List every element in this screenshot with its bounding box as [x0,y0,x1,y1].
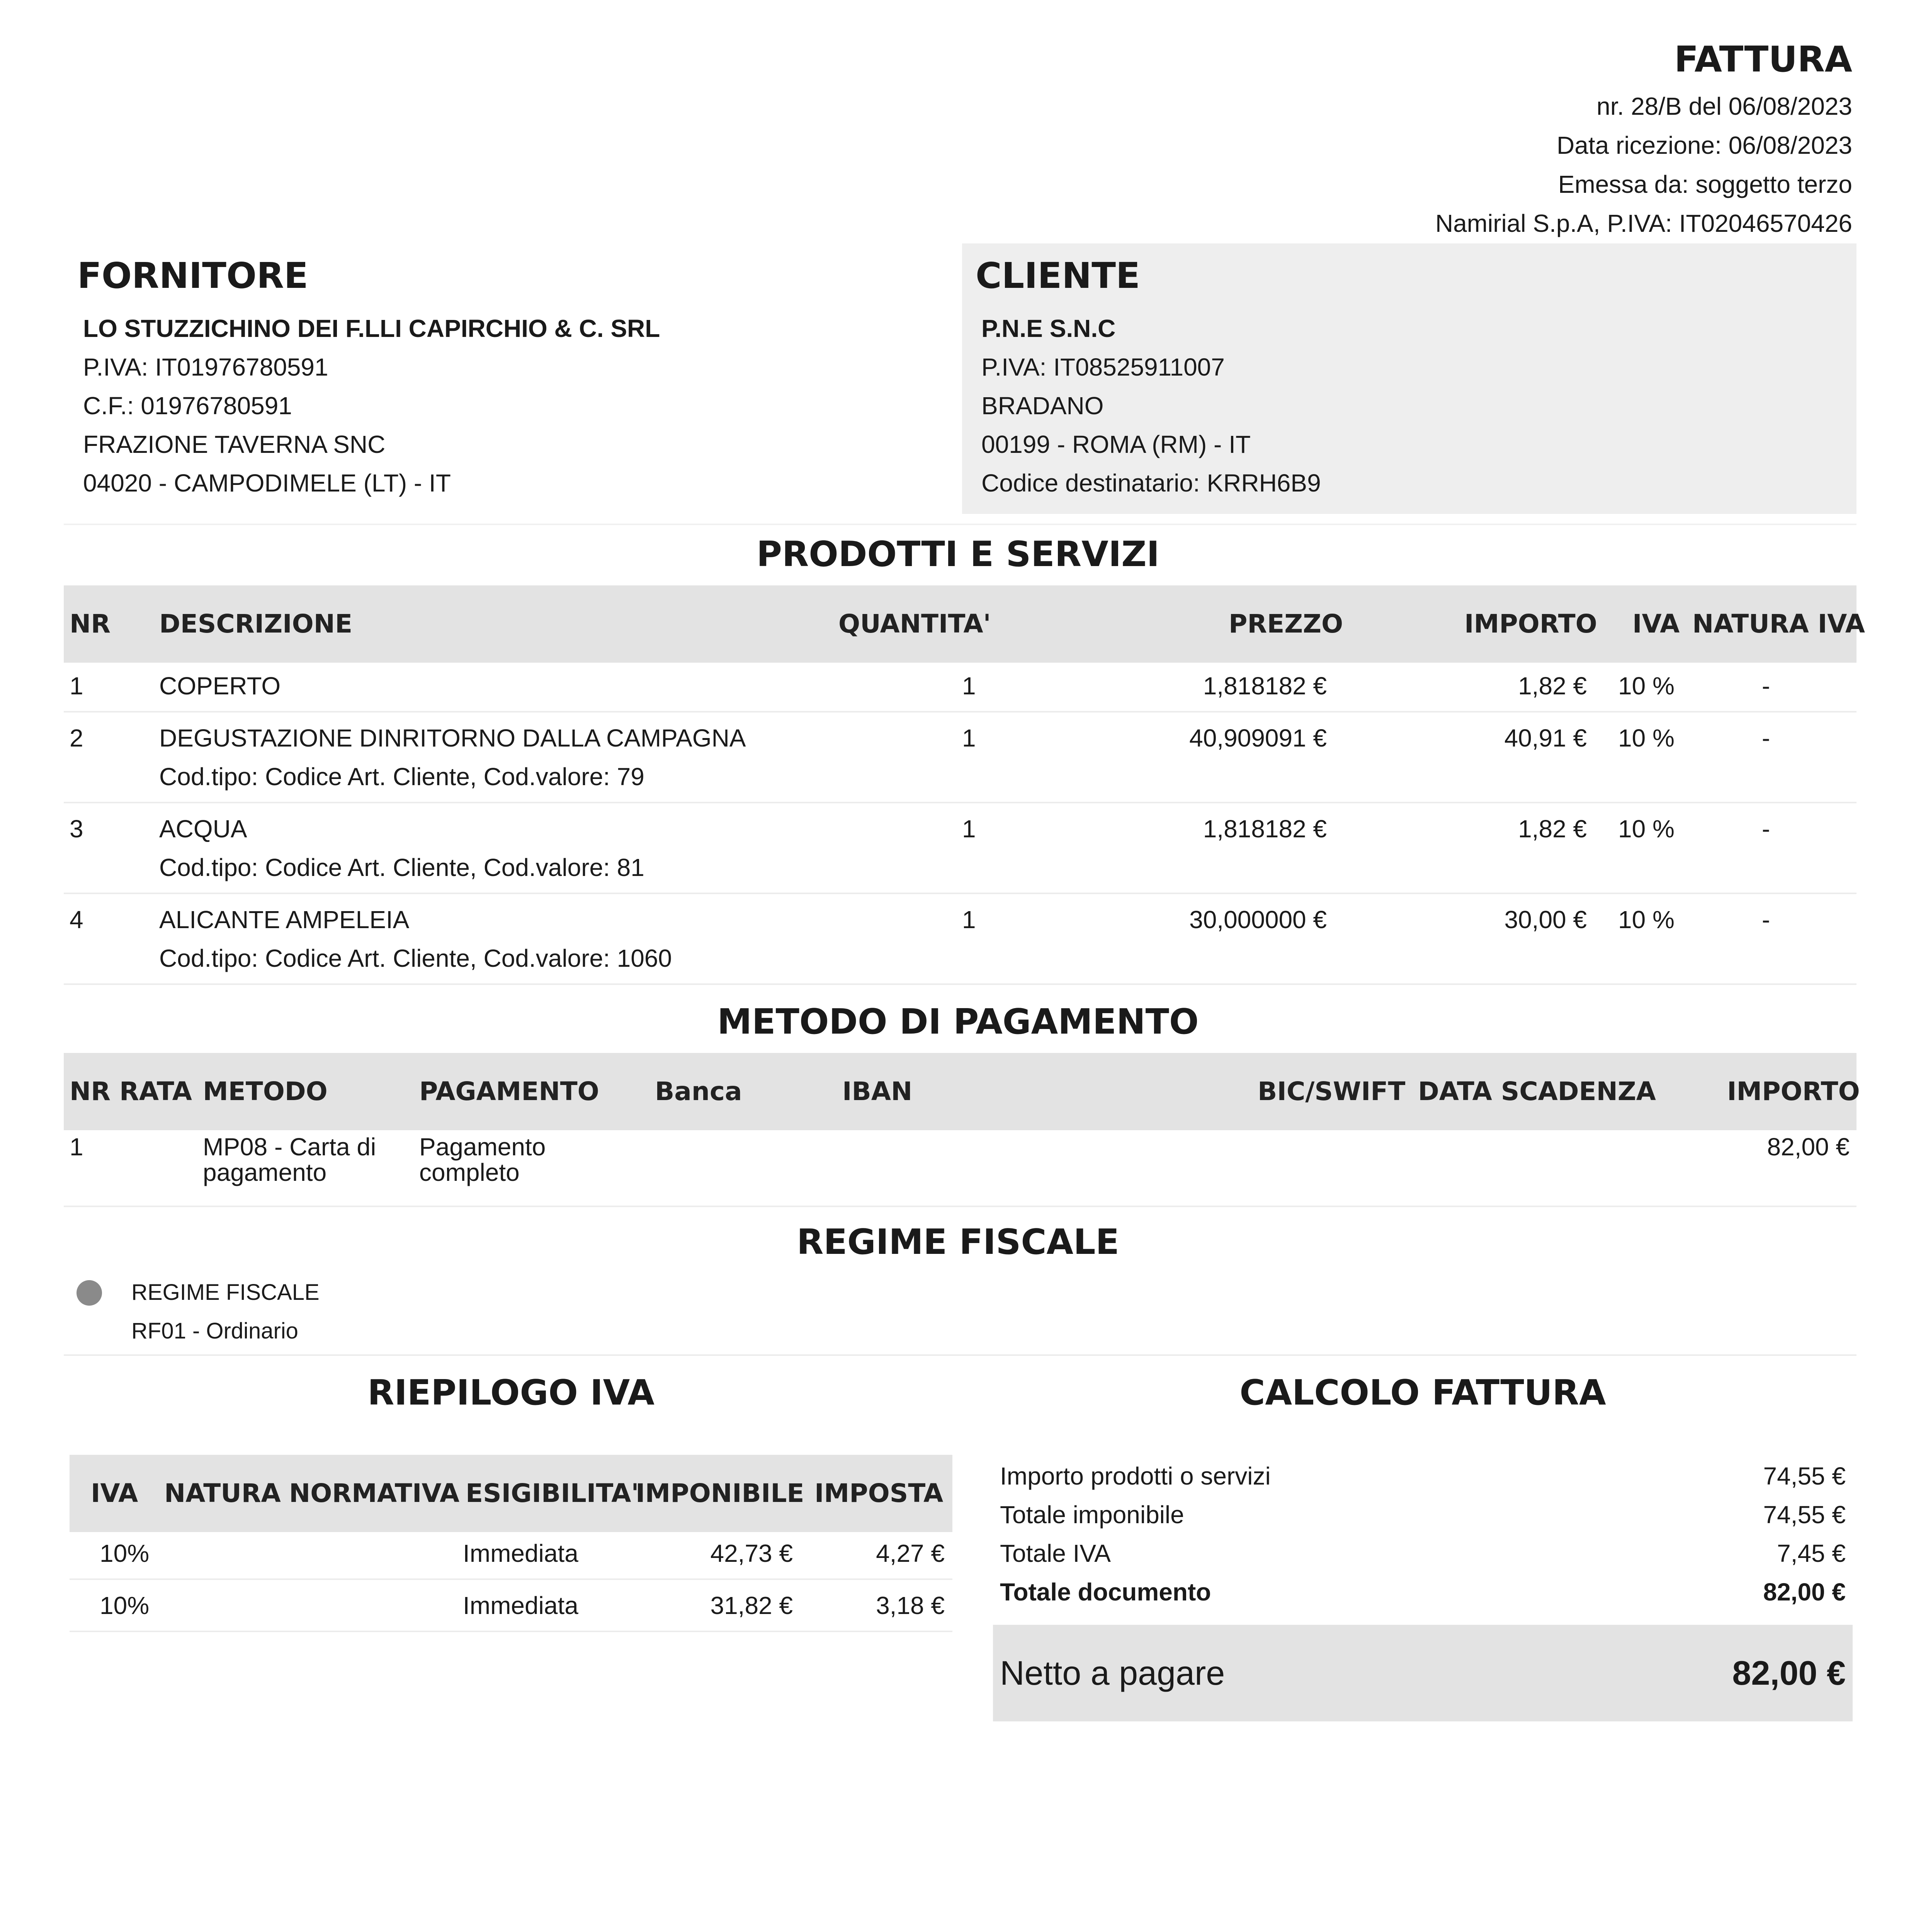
col-iban: IBAN [842,1077,913,1106]
payment-type-line2: completo [419,1158,520,1186]
net-to-pay-value: 82,00 € [1732,1654,1846,1692]
calc-total-label: Totale documento [1000,1578,1211,1606]
calc-label: Totale IVA [1000,1539,1111,1567]
product-amount: 1,82 € [1518,672,1587,700]
col-banca: Banca [655,1077,742,1106]
col-quantita: QUANTITA' [838,609,991,639]
calc-title: CALCOLO FATTURA [1239,1372,1606,1413]
col-bic-swift: BIC/SWIFT [1258,1077,1406,1106]
product-price: 1,818182 € [1203,672,1327,700]
row-divider [64,802,1856,803]
client-address: BRADANO [981,392,1104,420]
calc-total-value: 82,00 € [1763,1578,1846,1606]
calc-value: 74,55 € [1763,1462,1846,1490]
client-name: P.N.E S.N.C [981,315,1116,342]
product-natura: - [1762,672,1770,700]
client-box [962,243,1856,514]
product-amount: 40,91 € [1504,724,1587,752]
row-divider [64,983,1856,985]
client-piva: P.IVA: IT08525911007 [981,353,1225,381]
col-data-scadenza: DATA SCADENZA [1418,1077,1656,1106]
invoice-title: FATTURA [1674,39,1852,80]
row-divider [70,1578,952,1580]
row-divider [70,1631,952,1632]
product-iva: 10 % [1618,906,1675,934]
calc-label: Importo prodotti o servizi [1000,1462,1271,1490]
col-natura: NATURA [164,1478,281,1508]
divider [64,524,1856,525]
col-prezzo: PREZZO [1229,609,1343,639]
product-qty: 1 [962,672,976,700]
product-price: 30,000000 € [1189,906,1327,934]
col-natura-iva: NATURA IVA [1692,609,1865,639]
regime-label: REGIME FISCALE [131,1280,320,1305]
row-divider [64,711,1856,713]
product-nr: 4 [70,906,83,934]
row-divider [64,1206,1856,1207]
col-descrizione: DESCRIZIONE [159,609,353,639]
product-description: COPERTO [159,672,281,700]
payment-method-line2: pagamento [203,1158,327,1186]
product-amount: 1,82 € [1518,815,1587,843]
col-esigibilita: ESIGIBILITA' [466,1478,639,1508]
product-description: DEGUSTAZIONE DINRITORNO DALLA CAMPAGNA [159,724,746,752]
row-divider [64,893,1856,894]
product-iva: 10 % [1618,672,1675,700]
product-nr: 2 [70,724,83,752]
payment-method-line1: MP08 - Carta di [203,1133,376,1161]
product-natura: - [1762,815,1770,843]
product-description: ALICANTE AMPELEIA [159,906,410,934]
installment-nr: 1 [70,1133,83,1161]
col-metodo: METODO [203,1077,328,1106]
invoice-meta [1435,87,1852,243]
supplier-cf: C.F.: 01976780591 [83,392,292,420]
col-nr: NR [70,609,111,639]
regime-value: RF01 - Ordinario [131,1318,298,1344]
payment-title: METODO DI PAGAMENTO [717,1002,1199,1042]
regime-title: REGIME FISCALE [797,1222,1119,1262]
vat-summary-title: RIEPILOGO IVA [367,1372,655,1413]
row-divider [64,1354,1856,1356]
col-importo: IMPORTO [1727,1077,1860,1106]
col-nr-rata: NR RATA [70,1077,192,1106]
vat-tax: 3,18 € [876,1592,945,1619]
vat-esigibilita: Immediata [463,1592,578,1619]
product-qty: 1 [962,815,976,843]
col-iva: IVA [1632,609,1680,639]
invoice-number: nr. 28/B del 06/08/2023 [1596,92,1852,120]
client-city: 00199 - ROMA (RM) - IT [981,430,1251,458]
supplier-city: 04020 - CAMPODIMELE (LT) - IT [83,469,451,497]
col-iva: IVA [91,1478,138,1508]
col-imposta: IMPOSTA [814,1478,944,1508]
supplier-title: FORNITORE [77,255,308,296]
client-recipient-code: Codice destinatario: KRRH6B9 [981,469,1321,497]
product-price: 1,818182 € [1203,815,1327,843]
vat-rate: 10% [100,1539,150,1567]
product-qty: 1 [962,906,976,934]
calc-value: 74,55 € [1763,1501,1846,1529]
calc-value: 7,45 € [1777,1539,1846,1567]
product-natura: - [1762,906,1770,934]
vat-esigibilita: Immediata [463,1539,578,1567]
vat-taxable: 31,82 € [710,1592,793,1619]
product-code: Cod.tipo: Codice Art. Cliente, Cod.valore: 1060 [159,944,672,972]
issuer: Emessa da: soggetto terzo [1558,170,1852,198]
intermediary: Namirial S.p.A, P.IVA: IT02046570426 [1435,209,1852,237]
bullet-icon [77,1280,102,1306]
vat-rate: 10% [100,1592,150,1619]
product-qty: 1 [962,724,976,752]
client-title: CLIENTE [976,255,1140,296]
supplier-address: FRAZIONE TAVERNA SNC [83,430,386,458]
product-amount: 30,00 € [1504,906,1587,934]
vat-taxable: 42,73 € [710,1539,793,1567]
product-price: 40,909091 € [1189,724,1327,752]
supplier-piva: P.IVA: IT01976780591 [83,353,328,381]
calc-label: Totale imponibile [1000,1501,1184,1529]
receipt-date: Data ricezione: 06/08/2023 [1557,131,1852,159]
col-importo: IMPORTO [1464,609,1597,639]
product-iva: 10 % [1618,724,1675,752]
product-nr: 3 [70,815,83,843]
product-natura: - [1762,724,1770,752]
payment-type-line1: Pagamento [419,1133,546,1161]
product-iva: 10 % [1618,815,1675,843]
product-code: Cod.tipo: Codice Art. Cliente, Cod.valore: 81 [159,854,644,881]
col-imponibile: IMPONIBILE [636,1478,804,1508]
payment-amount: 82,00 € [1767,1133,1850,1161]
product-nr: 1 [70,672,83,700]
supplier-name: LO STUZZICHINO DEI F.LLI CAPIRCHIO & C. SRL [83,315,660,342]
supplier-box [64,243,945,514]
col-normativa: NORMATIVA [289,1478,460,1508]
product-code: Cod.tipo: Codice Art. Cliente, Cod.valore: 79 [159,763,644,791]
products-title: PRODOTTI E SERVIZI [757,534,1159,575]
product-description: ACQUA [159,815,247,843]
col-pagamento: PAGAMENTO [419,1077,599,1106]
net-to-pay-label: Netto a pagare [1000,1654,1225,1692]
vat-tax: 4,27 € [876,1539,945,1567]
